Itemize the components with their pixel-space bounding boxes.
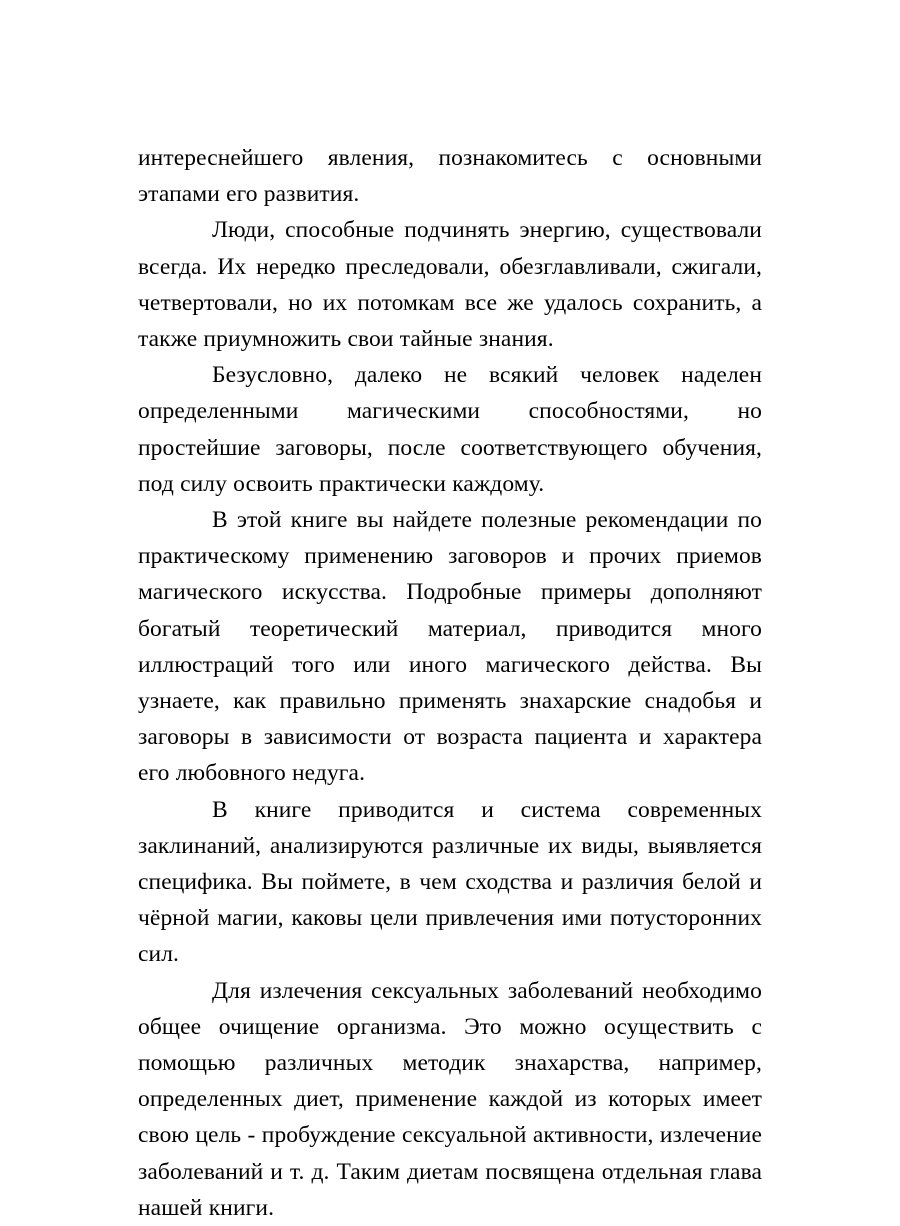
paragraph-5: В книге приводится и система современных заклинаний, анализируются различные их виды, выявляется специфика. Вы поймете, в чем сходства и различия белой и чёрной магии, каковы цели привлечения ими потусторонних сил. — [138, 796, 762, 968]
paragraph-2: Люди, способные подчинять энергию, существовали всегда. Их нередко преследовали, обезглавливали, сжигали, четвертовали, но их потомкам все же удалось сохранить, а также приумножить свои тайные знания. — [138, 217, 762, 353]
body-text-column — [138, 140, 762, 1226]
paragraph-1: интереснейшего явления, познакомитесь с основными этапами его развития. — [138, 145, 762, 208]
paragraph-3: Безусловно, далеко не всякий человек наделен определенными магическими способностями, но простейшие заговоры, после соответствующего обучения, под силу освоить практически каждому. — [138, 362, 762, 497]
paragraph-6: Для излечения сексуальных заболеваний необходимо общее очищение организма. Это можно осуществить с помощью различных методик знахарства, например, определенных диет, применение каждой из которых имеет свою цель - пробуждение сексуальной активности, излечение заболеваний и т. д. Таким диетам посвящена отдельная глава нашей книги. — [138, 977, 762, 1221]
paragraph-4: В этой книге вы найдете полезные рекомендации по практическому применению заговоров и прочих приемов магического искусства. Подробные примеры дополняют богатый теоретический материал, приводится много иллюстраций того или иного магического действа. Вы узнаете, как правильно применять знахарские снадобья и заговоры в зависимости от возраста пациента и характера его любовного недуга. — [138, 507, 762, 787]
